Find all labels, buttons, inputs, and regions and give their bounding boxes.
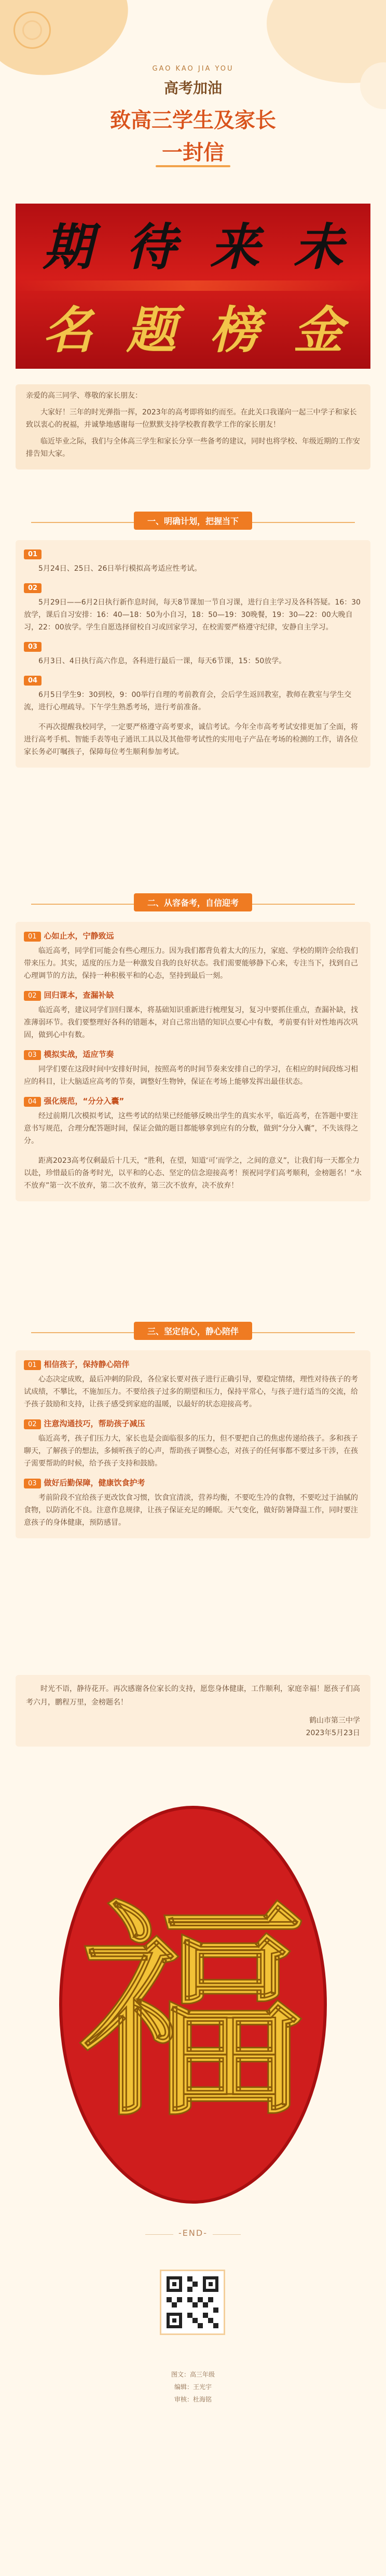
item-heading: 相信孩子，保持静心陪伴 <box>44 1360 130 1369</box>
item-number: 01 <box>24 932 41 942</box>
banner-char: 名 <box>43 301 93 359</box>
calligraphy-char: 福 <box>79 1879 307 2147</box>
banner-char: 来 <box>210 218 260 276</box>
list-item <box>24 582 362 634</box>
page-title-line2: 一封信 <box>162 141 224 165</box>
item-text: 临近高考，同学们可能会有些心理压力。因为我们都背负着太大的压力，家庭、学校的期许会给我们带来压力。其实，适度的压力是一种激发自我的良好状态。我们需要能够静下心来，专注当下，找到自己心理调节的方法，保持一种积极平和的心态，坚持到最后一刻。 <box>24 947 358 980</box>
banner-row-bottom <box>26 291 360 362</box>
item-text: 心态决定成败，最后冲刺的阶段，各位家长要对孩子进行正确引导，要稳定情绪，理性对待孩子的考试成绩，不攀比，不施加压力。不要给孩子过多的期望和压力，保持平常心，与孩子进行适当的交流，给予孩子鼓励和支持，让孩子感受到家庭的温暖，以最好的状态迎接高考。 <box>24 1375 358 1408</box>
intro-card <box>16 384 370 469</box>
notice-paragraph <box>24 721 362 758</box>
intro-paragraph: 临近毕业之际，我们与全体高三学生和家长分享一些备考的建议，同时也将学校、年级近期的工作安排告知大家。 <box>26 437 360 458</box>
item-number: 04 <box>24 1097 41 1107</box>
closing-card <box>16 1675 370 1747</box>
item-number: 03 <box>24 1050 41 1060</box>
support-card <box>16 1350 370 1538</box>
item-heading: 注意沟通技巧，帮助孩子减压 <box>44 1419 145 1428</box>
section-title: 一、明确计划，把握当下 <box>134 512 252 530</box>
item-text: 考前阶段不宜给孩子更改饮食习惯，饮食宜清淡，营养均衡，不要吃生冷的食物，不要吃过于油腻的食物，以防消化不良。注意作息规律，让孩子保证充足的睡眠。天气变化，做好防暑降温工作，同时要注意孩子的身体健康，预防感冒。 <box>24 1494 358 1527</box>
list-item <box>24 930 362 982</box>
item-text: 5月29日——6月2日执行新作息时间，每天8节课加一节自习课，进行自主学习及各科答疑。16：30放学，课后自习安排：16：40—18：50为小自习，18：50—19：30晚餐，19：30—22：00大晚自习，22：00放学。学生自愿选择留校自习或回家学习，在校需要严格遵守纪律，安静自主学习。 <box>24 598 361 632</box>
prep-card <box>16 922 370 1201</box>
section-header <box>0 512 386 533</box>
item-text: 经过前期几次模拟考试，这些考试的结果已经能够反映出学生的真实水平，临近高考，在答题中要注意书写规范，合理分配答题时间，保证会做的题目都能够拿到应有的分数，做到“分分入囊”，不失该得之分。 <box>24 1112 359 1145</box>
notice-text: 不再次提醒我校同学，一定要严格遵守高考要求，诚信考试。今年全市高考考试安排更加了全面，将进行高考手机、智能手表等电子通讯工具以及其他带考试性的实用电子产品在考场的检测的工作，请各位家长务必叮嘱孩子，保障每位考生顺利参加考试。 <box>24 723 358 756</box>
credit-line: 图文：高三年级 <box>171 2371 215 2378</box>
section-title: 二、从容备考，自信迎考 <box>134 893 252 911</box>
banner-row-top <box>26 208 360 279</box>
decor-fan-icon <box>13 11 51 49</box>
list-item <box>24 989 362 1041</box>
list-item <box>24 1095 362 1147</box>
list-item <box>24 1477 362 1529</box>
item-heading: 做好后勤保障，健康饮食护考 <box>44 1478 145 1487</box>
item-number: 02 <box>24 991 41 1001</box>
banner-char: 待 <box>126 218 176 276</box>
credits <box>0 2368 386 2406</box>
qr-code-icon <box>161 2271 224 2333</box>
list-item <box>24 1049 362 1088</box>
end-marker: -END- <box>0 2228 386 2238</box>
item-heading: 强化规范，“分分入囊” <box>44 1096 125 1106</box>
list-item <box>24 641 362 667</box>
section-title: 三、坚定信心，静心陪伴 <box>134 1322 252 1340</box>
signature-date: 2023年5月23日 <box>306 1729 360 1737</box>
item-number: 03 <box>24 642 42 652</box>
section-header <box>0 893 386 915</box>
header-kicker: 高考加油 <box>163 79 222 97</box>
credit-line: 审核：杜海铭 <box>174 2396 212 2403</box>
signature-school: 鹤山市第三中学 <box>309 1716 360 1725</box>
item-number: 04 <box>24 676 42 686</box>
banner-char: 未 <box>293 218 343 276</box>
item-heading: 回归课本，查漏补缺 <box>44 990 114 1000</box>
banner-char: 期 <box>43 218 93 276</box>
plan-card <box>16 540 370 768</box>
greeting: 亲爱的高三同学、尊敬的家长朋友： <box>26 392 142 400</box>
calligraphy-image <box>57 1802 329 2207</box>
list-item <box>24 1155 362 1192</box>
item-text: 6月5日学生9：30到校，9：00举行自理的考前教育会，会后学生返回教室，教师在教室与学生交流，进行心理疏导。下午学生熟悉考场，进行考前准备。 <box>24 691 352 712</box>
item-number: 03 <box>24 1479 41 1488</box>
item-text: 临近高考，建议同学们回归课本，将基础知识重新进行梳理复习，复习中要抓住重点，查漏补缺，找准薄弱环节。我们要整理好各科的错题本，对自己常出错的知识点要心中有数，考前要有针对性地再次巩固，做到心中有数。 <box>24 1006 358 1039</box>
item-text: 5月24日、25日、26日举行模拟高考适应性考试。 <box>38 565 202 573</box>
item-text: 同学们要在这段时间中安排好时间，按照高考的时间节奏来安排自己的学习，在相应的时间段练习相应的科目，让大脑适应高考的节奏，调整好生物钟，保证在考场上能够发挥出最佳状态。 <box>24 1065 358 1086</box>
list-item <box>24 675 362 714</box>
intro-paragraph: 大家好！三年的时光弹指一挥，2023年的高考即将如约而至。在此关口我谨向一起三中学子和家长致以衷心的祝福，并诚挚地感谢每一位默默支持学校教育教学工作的家长朋友！ <box>26 408 357 429</box>
banner-char: 榜 <box>210 301 260 359</box>
credit-line: 编辑：王光宇 <box>174 2383 212 2391</box>
list-item <box>24 1359 362 1411</box>
item-number: 02 <box>24 583 42 593</box>
item-number: 02 <box>24 1419 41 1429</box>
list-item <box>24 548 362 575</box>
item-text: 距离2023高考仅剩最后十几天，“胜利，在望，知道‘可’而学之，之间的意义”，让我们每一天都全力以赴，珍惜最后的备考时光，以平和的心态、坚定的信念迎接高考！预祝同学们高考顺利，金榜题名！“永不放弃”第一次不放弃，第二次不放弃，第三次不放弃，决不放弃！ <box>24 1157 362 1190</box>
header <box>0 0 386 197</box>
banner-image <box>16 204 370 369</box>
item-text: 6月3日、4日执行高六作息，各科进行最后一课，每天6节课，15：50放学。 <box>38 657 286 665</box>
item-heading: 心如止水，宁静致远 <box>44 931 114 941</box>
header-pinyin: GAO KAO JIA YOU <box>152 65 234 73</box>
item-number: 01 <box>24 1360 41 1370</box>
section-header <box>0 1322 386 1344</box>
item-text: 临近高考，孩子们压力大，家长也是会面临很多的压力，但不要把自己的焦虑传递给孩子。多和孩子聊天，了解孩子的想法，多倾听孩子的心声，帮助孩子调整心态，对孩子的任何事都不要过多干涉，在孩子需要帮助的时候，给予孩子支持和鼓励。 <box>24 1434 358 1468</box>
title-underline <box>156 165 230 167</box>
list-item <box>24 1418 362 1470</box>
banner-char: 题 <box>126 301 176 359</box>
closing-paragraph: 时光不语，静待花开。再次感谢各位家长的支持，愿您身体健康，工作顺利，家庭幸福！愿孩子们高考六月，鹏程万里，金榜题名！ <box>26 1685 360 1707</box>
item-number: 01 <box>24 549 42 559</box>
qr-code[interactable] <box>160 2270 225 2335</box>
banner-char: 金 <box>293 301 343 359</box>
page-title: 致高三学生及家长 <box>110 109 276 132</box>
item-heading: 模拟实战，适应节奏 <box>44 1050 114 1059</box>
